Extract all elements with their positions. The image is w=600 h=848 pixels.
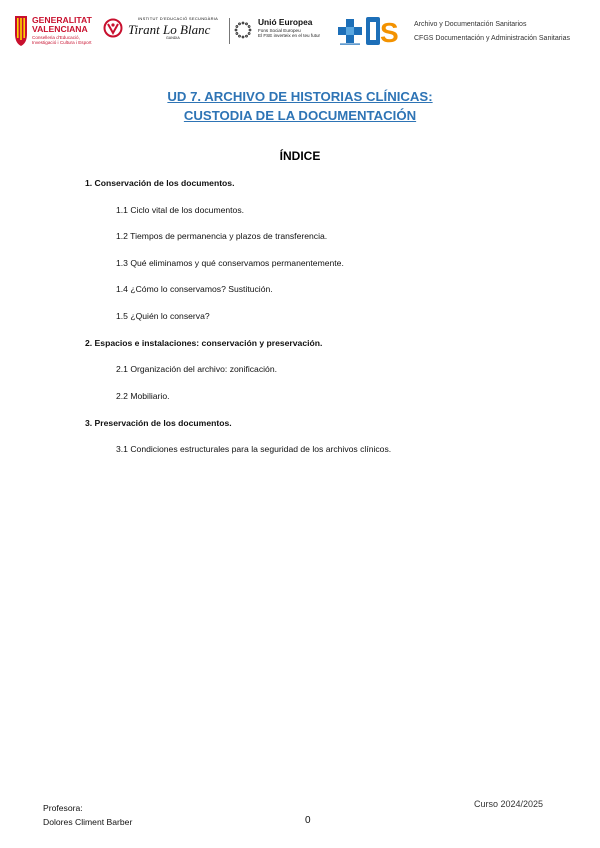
generalitat-shield-icon xyxy=(14,16,28,46)
toc-item-1-3: 1.3 Qué eliminamos y qué conservamos permanentemente. xyxy=(116,258,344,268)
fs-logo-icon xyxy=(366,17,404,45)
gv-name-line1: GENERALITAT xyxy=(32,15,92,25)
toc-item-2-1: 2.1 Organización del archivo: zonificación. xyxy=(116,364,277,374)
gv-sub-line1: Conselleria d'Educació, xyxy=(32,35,80,40)
document-title-line1: UD 7. ARCHIVO DE HISTORIAS CLÍNICAS: xyxy=(167,89,433,104)
eu-sub-line2: El FSE inverteix en el teu futur xyxy=(258,33,321,39)
eu-title: Unió Europea xyxy=(258,17,313,27)
gv-name-line2: VALENCIANA xyxy=(32,24,88,34)
toc-item-1-2: 1.2 Tiempos de permanencia y plazos de transferencia. xyxy=(116,231,328,241)
cycle-subtitle: CFGS Documentación y Administración Sanitarias xyxy=(414,35,571,42)
footer-teacher-label: Profesora: xyxy=(43,803,83,813)
toc-section-3: 3. Preservación de los documentos. xyxy=(85,418,232,428)
tirant-lo-blanc-logo xyxy=(102,16,226,42)
header-divider xyxy=(229,18,230,44)
toc-item-1-5: 1.5 ¿Quién lo conserva? xyxy=(116,311,210,321)
generalitat-valenciana-logo xyxy=(14,16,102,50)
document-title-line2: CUSTODIA DE LA DOCUMENTACIÓN xyxy=(183,108,417,123)
tlb-city: GANDIA xyxy=(166,36,180,40)
footer-teacher-name: Dolores Climent Barber xyxy=(43,817,133,827)
gv-sub-line2: Investigació i Cultura i Esport xyxy=(32,40,92,46)
tlb-name: Tirant Lo Blanc xyxy=(128,22,211,37)
index-heading: ÍNDICE xyxy=(279,149,321,163)
toc-section-1: 1. Conservación de los documentos. xyxy=(85,178,235,188)
tlb-top-text: INSTITUT D'EDUCACIÓ SECUNDÀRIA xyxy=(138,16,219,21)
eu-logo xyxy=(234,17,334,45)
eu-sub-line1: Fons Social Europeu xyxy=(258,28,301,33)
page-number: 0 xyxy=(305,815,311,826)
toc-item-3-1: 3.1 Condiciones estructurales para la seguridad de los archivos clínicos. xyxy=(116,444,392,454)
svg-text:S: S xyxy=(380,17,399,45)
tirant-lo-blanc-emblem-icon xyxy=(102,18,124,38)
toc-section-2: 2. Espacios e instalaciones: conservación y preservación. xyxy=(85,338,323,348)
cycle-title: Archivo y Documentación Sanitarios xyxy=(414,21,527,28)
health-cross-logo-icon xyxy=(338,19,362,45)
toc-item-1-1: 1.1 Ciclo vital de los documentos. xyxy=(116,205,245,215)
toc-item-1-4: 1.4 ¿Cómo lo conservamos? Sustitución. xyxy=(116,284,273,294)
eu-stars-icon xyxy=(234,21,252,39)
toc-item-2-2: 2.2 Mobiliario. xyxy=(116,391,170,401)
page-header xyxy=(0,0,600,60)
footer-course: Curso 2024/2025 xyxy=(474,799,544,809)
